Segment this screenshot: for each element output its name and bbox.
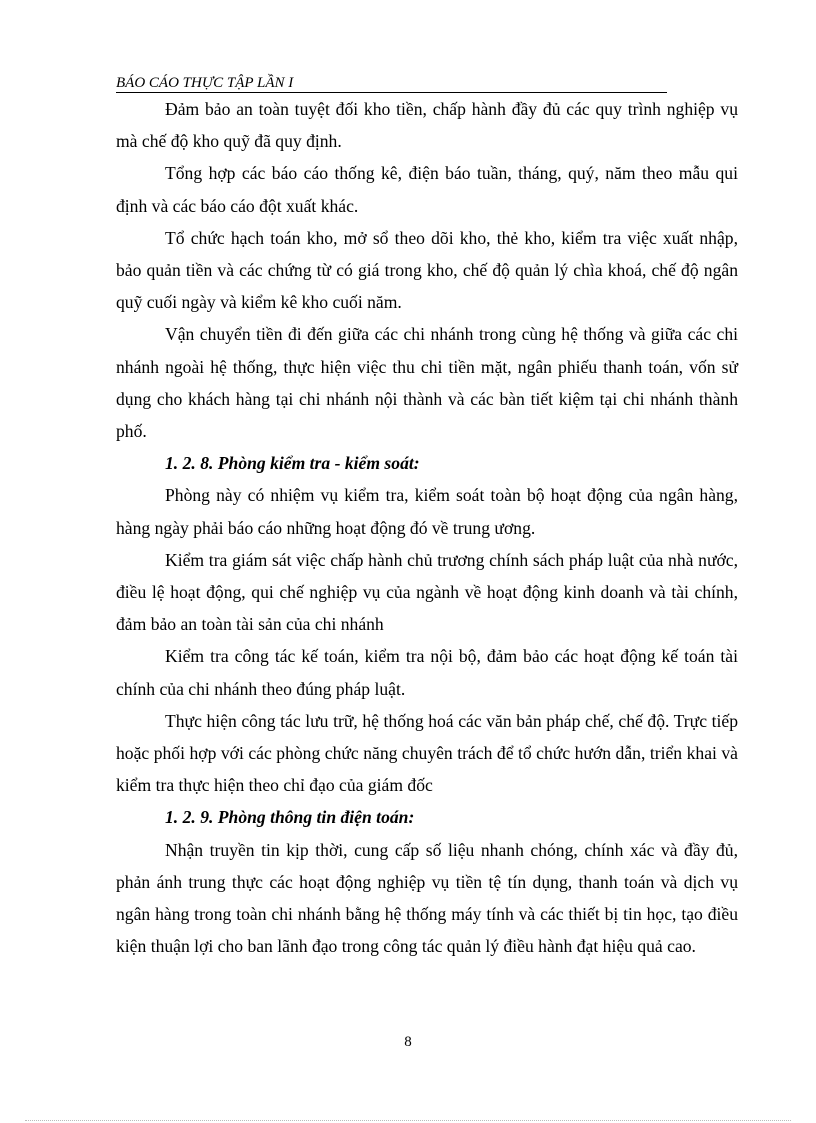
body-text xyxy=(116,93,738,962)
paragraph: Đảm bảo an toàn tuyệt đối kho tiền, chấp hành đầy đủ các quy trình nghiệp vụ mà chế độ kho quỹ đã quy định. xyxy=(116,99,738,152)
paragraph: Kiểm tra công tác kế toán, kiểm tra nội bộ, đảm bảo các hoạt động kế toán tài chính của chi nhánh theo đúng pháp luật. xyxy=(116,646,738,699)
paragraph: Vận chuyển tiền đi đến giữa các chi nhánh trong cùng hệ thống và giữa các chi nhánh ngoài hệ thống, thực hiện việc thu chi tiền mặt, ngân phiếu thanh toán, vốn sử dụng cho khách hàng tại chi nhánh nội thành và các bàn tiết kiệm tại chi nhánh thành phố. xyxy=(116,324,738,442)
paragraph: Tổng hợp các báo cáo thống kê, điện báo tuần, tháng, quý, năm theo mẫu qui định và các báo cáo đột xuất khác. xyxy=(116,163,738,216)
running-header: BÁO CÁO THỰC TẬP LẦN I xyxy=(116,74,667,93)
page-number: 8 xyxy=(404,1034,412,1050)
section-heading-1-2-8: 1. 2. 8. Phòng kiểm tra - kiểm soát: xyxy=(165,453,420,474)
paragraph: Tổ chức hạch toán kho, mở sổ theo dõi kho, thẻ kho, kiểm tra việc xuất nhập, bảo quản tiền và các chứng từ có giá trong kho, chế độ quản lý chìa khoá, chế độ ngân quỹ cuối ngày và kiểm kê kho cuối năm. xyxy=(116,227,738,313)
paragraph: Nhận truyền tin kịp thời, cung cấp số liệu nhanh chóng, chính xác và đầy đủ, phản ánh trung thực các hoạt động nghiệp vụ tiền tệ tín dụng, thanh toán và dịch vụ ngân hàng trong toàn chi nhánh bằng hệ thống máy tính và các thiết bị tin học, tạo điều kiện thuận lợi cho ban lãnh đạo trong công tác quản lý điều hành đạt hiệu quả cao. xyxy=(116,839,738,957)
page-bottom-divider xyxy=(25,1120,791,1121)
paragraph: Thực hiện công tác lưu trữ, hệ thống hoá các văn bản pháp chế, chế độ. Trực tiếp hoặc phối hợp với các phòng chức năng chuyên trách để tổ chức hướn dẫn, triển khai và kiểm tra thực hiện theo chỉ đạo của giám đốc xyxy=(116,710,738,796)
paragraph: Kiểm tra giám sát việc chấp hành chủ trương chính sách pháp luật của nhà nước, điều lệ hoạt động, qui chế nghiệp vụ của ngành về hoạt động kinh doanh và tài chính, đảm bảo an toàn tài sản của chi nhánh xyxy=(116,549,738,635)
section-heading-1-2-9: 1. 2. 9. Phòng thông tin điện toán: xyxy=(165,807,415,828)
paragraph: Phòng này có nhiệm vụ kiểm tra, kiểm soát toàn bộ hoạt động của ngân hàng, hàng ngày phải báo cáo những hoạt động đó về trung ương. xyxy=(116,485,738,538)
